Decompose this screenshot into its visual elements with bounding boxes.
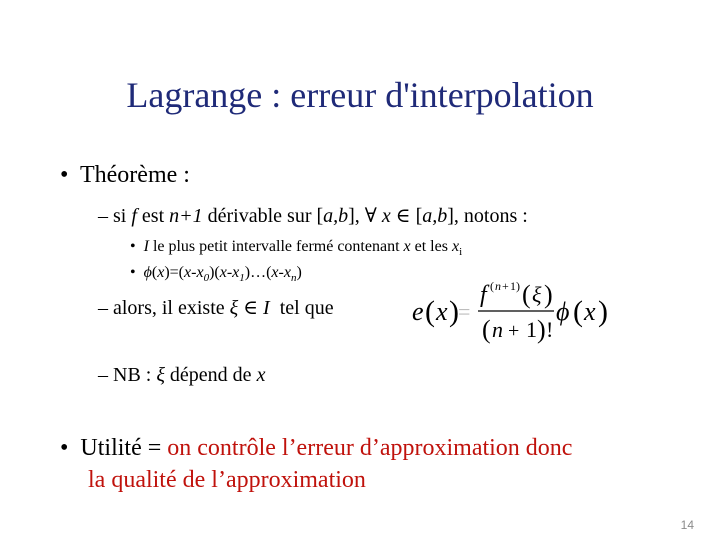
text-fragment: NB : [113, 364, 157, 386]
text-fragment: tel que [269, 297, 334, 319]
formula-x: x [436, 297, 448, 326]
math-x: x [196, 264, 204, 281]
formula-paren: ) [544, 280, 553, 309]
formula-xi: ξ [532, 282, 542, 307]
text-fragment: - [191, 264, 197, 281]
math-x: x [403, 238, 411, 255]
formula-e: e [412, 297, 424, 326]
text-fragment: alors, il existe [113, 297, 230, 319]
formula-equals: = [458, 299, 471, 324]
bullet-marker: • [60, 435, 69, 461]
formula-x: x [584, 297, 596, 326]
math-xi: ξ [156, 364, 165, 386]
text-fragment: ], notons : [447, 205, 528, 227]
formula-f: f [480, 282, 487, 308]
highlight-text: on contrôle l’erreur d’approximation donc [167, 435, 573, 461]
formula-sup-one: 1 [510, 279, 516, 293]
math-I: I [143, 238, 149, 255]
math-x: x [283, 264, 291, 281]
formula-paren: ( [573, 295, 583, 328]
formula-paren: ) [449, 295, 459, 328]
math-x: x [271, 264, 279, 281]
text-fragment: Utilité = [80, 435, 168, 461]
formula-den-n: n [492, 317, 503, 342]
text-fragment: )=( [164, 264, 185, 281]
formula-phi: ϕ [556, 297, 570, 326]
math-x: x [256, 364, 266, 386]
text-fragment: si [113, 205, 132, 227]
math-xi: ξ [229, 297, 239, 319]
math-subscript-i: i [459, 246, 463, 259]
formula-sup-paren: ( [490, 279, 494, 293]
bullet-marker: • [130, 238, 136, 255]
formula-paren: ) [537, 315, 546, 344]
formula-paren: ) [598, 295, 608, 328]
math-subscript-1: 1 [239, 272, 245, 285]
text-fragment: ∈ [ [390, 205, 423, 227]
formula-sup-n: n [495, 279, 501, 293]
formula-factorial: ! [546, 317, 554, 342]
bullet-utilite [60, 435, 572, 462]
text-fragment: ( [151, 264, 158, 281]
math-x: x [451, 238, 460, 255]
text-fragment: dépend de [164, 364, 257, 386]
math-x: x [232, 264, 240, 281]
math-ab: a,b [323, 205, 349, 227]
bullet-text: Théorème : [79, 162, 190, 188]
sub-bullet-nb [98, 364, 265, 387]
bullet-theoreme [60, 162, 190, 189]
math-n-plus-1: n+1 [169, 205, 203, 227]
text-fragment: - [226, 264, 233, 281]
bullet-utilite-continued: la qualité de l’approximation [88, 467, 366, 493]
bullet-marker: • [60, 162, 69, 188]
dash-marker: – [98, 297, 108, 319]
formula-paren: ( [482, 315, 491, 344]
math-I: I [263, 297, 270, 319]
text-fragment: ∈ [238, 297, 264, 319]
dash-marker: – [98, 205, 108, 227]
math-x: x [381, 205, 391, 227]
formula-paren: ( [425, 295, 435, 328]
math-subscript-0: 0 [203, 272, 210, 285]
bullet-marker: • [130, 264, 136, 281]
text-fragment: ) [296, 264, 302, 281]
text-fragment: - [278, 264, 284, 281]
error-formula [412, 278, 618, 344]
text-fragment: ], ∀ [348, 205, 382, 227]
text-fragment: dérivable sur [ [202, 205, 324, 227]
slide-title: Lagrange : erreur d'interpolation [126, 75, 594, 115]
formula-sup-paren: ) [516, 279, 520, 293]
sub-bullet-hypothesis [98, 203, 528, 228]
dash-marker: – [98, 364, 108, 386]
text-fragment: )…( [244, 264, 272, 281]
text-fragment: est [136, 205, 170, 227]
math-x: x [219, 264, 227, 281]
math-phi: ϕ [143, 264, 152, 281]
subsub-bullet-phi [130, 264, 302, 284]
sub-bullet-conclusion [98, 295, 334, 320]
text-fragment: le plus petit intervalle fermé contenant [148, 238, 404, 255]
math-ab: a,b [422, 205, 448, 227]
text-fragment: et les [410, 238, 452, 255]
text-fragment: )( [209, 264, 220, 281]
formula-den-plus: + [508, 320, 520, 342]
page-number: 14 [680, 518, 694, 532]
math-x: x [157, 264, 165, 281]
math-x: x [184, 264, 192, 281]
math-subscript-n: n [290, 272, 297, 285]
math-f: f [131, 205, 137, 227]
formula-paren: ( [522, 280, 531, 309]
subsub-bullet-interval [130, 238, 462, 258]
formula-sup-plus: + [502, 279, 509, 293]
formula-den-one: 1 [526, 317, 537, 342]
